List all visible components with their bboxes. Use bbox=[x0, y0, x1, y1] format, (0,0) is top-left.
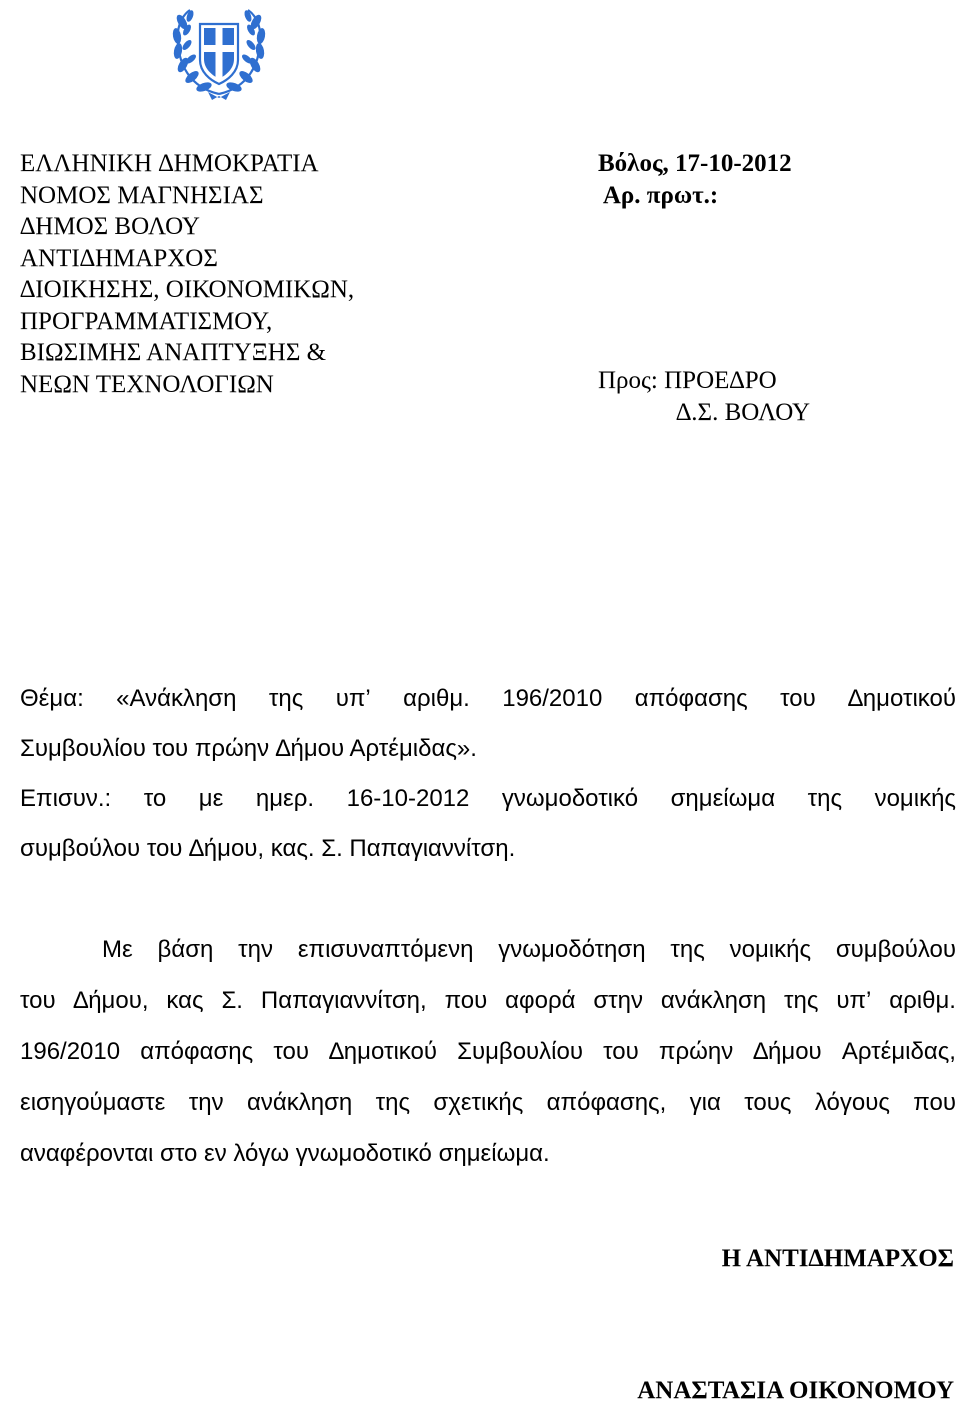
word: 196/2010 bbox=[20, 1038, 121, 1065]
body-line bbox=[20, 1077, 956, 1128]
greek-coat-of-arms-icon bbox=[164, 2, 274, 102]
document-date: Βόλος, 17-10-2012 bbox=[598, 150, 792, 177]
body-line: αναφέρονται στο εν λόγω γνωμοδοτικό σημείωμα. bbox=[20, 1140, 550, 1167]
protocol-number: Αρ. πρωτ.: bbox=[598, 181, 719, 209]
sender-block bbox=[20, 148, 354, 400]
word: ανάκληση bbox=[246, 1089, 353, 1116]
sender-line: ΠΡΟΓΡΑΜΜΑΤΙΣΜΟΥ, bbox=[20, 307, 273, 335]
word: ∆ημοτικού bbox=[848, 685, 956, 712]
sender-line: ΑΝΤΙ∆ΗΜΑΡΧΟΣ bbox=[20, 244, 218, 272]
word: νομικής bbox=[874, 785, 956, 812]
word: στην bbox=[593, 987, 643, 1014]
word: απόφασης bbox=[140, 1038, 254, 1065]
word: Συμβουλίου bbox=[457, 1038, 583, 1065]
word: βάση bbox=[157, 936, 214, 963]
word: επισυναπτόμενη bbox=[297, 936, 474, 963]
word: κας bbox=[166, 987, 204, 1014]
subject-line bbox=[20, 674, 956, 724]
word: ∆ήμου bbox=[753, 1038, 822, 1065]
word: της bbox=[268, 685, 304, 712]
word: συμβούλου bbox=[835, 936, 956, 963]
word: αριθμ. bbox=[403, 685, 470, 712]
word: εισηγούμαστε bbox=[20, 1089, 166, 1116]
body-line bbox=[20, 975, 956, 1026]
word: υπ’ bbox=[836, 987, 872, 1014]
word: της bbox=[784, 987, 819, 1014]
word: την bbox=[188, 1089, 224, 1116]
word: γνωμοδοτικό bbox=[501, 785, 639, 812]
word: απόφασης bbox=[634, 685, 748, 712]
word: την bbox=[238, 936, 273, 963]
word: που bbox=[444, 987, 488, 1014]
attachment-line bbox=[20, 774, 956, 824]
word: Θέμα: bbox=[20, 685, 84, 712]
word: νομικής bbox=[729, 936, 812, 963]
word: σημείωμα bbox=[670, 785, 776, 812]
word: Σ. bbox=[221, 987, 243, 1014]
attachment-line: συμβούλου του ∆ήμου, κας. Σ. Παπαγιαννίτση. bbox=[20, 835, 516, 862]
word: του bbox=[273, 1038, 309, 1065]
word: αφορά bbox=[505, 987, 576, 1014]
body-line bbox=[20, 924, 956, 975]
recipient-line: Προς: ΠΡΟΕ∆ΡΟ bbox=[598, 367, 777, 394]
word: της bbox=[807, 785, 843, 812]
word: Επισυν.: bbox=[20, 785, 112, 812]
word: του bbox=[780, 685, 816, 712]
word: του bbox=[20, 987, 56, 1014]
word: ανάκληση bbox=[660, 987, 767, 1014]
body-line bbox=[20, 1026, 956, 1077]
word: ημερ. bbox=[255, 785, 315, 812]
word: σχετικής bbox=[433, 1089, 524, 1116]
word: λόγους bbox=[814, 1089, 890, 1116]
word: της bbox=[375, 1089, 411, 1116]
word: του bbox=[603, 1038, 639, 1065]
word: Αρτέμιδας, bbox=[841, 1038, 956, 1065]
word: ∆ήμου, bbox=[73, 987, 149, 1014]
word: 196/2010 bbox=[502, 685, 603, 712]
word: Με bbox=[102, 936, 133, 963]
word: απόφασης, bbox=[546, 1089, 667, 1116]
subject-line: Συμβουλίου του πρώην ∆ήμου Αρτέμιδας». bbox=[20, 735, 477, 762]
word: «Ανάκληση bbox=[116, 685, 237, 712]
sender-line: ∆ΙΟΙΚΗΣΗΣ, ΟΙΚΟΝΟΜΙΚΩΝ, bbox=[20, 276, 355, 303]
body-paragraph bbox=[20, 924, 956, 1179]
word: τους bbox=[744, 1089, 792, 1116]
subject-block bbox=[20, 674, 956, 874]
word: που bbox=[913, 1089, 956, 1116]
sender-line: ΕΛΛΗΝΙΚΗ ∆ΗΜΟΚΡΑΤΙΑ bbox=[20, 150, 319, 177]
word: ∆ημοτικού bbox=[329, 1038, 437, 1065]
word: γνωμοδότηση bbox=[498, 936, 646, 963]
recipient-block bbox=[598, 365, 810, 428]
word: υπ’ bbox=[335, 685, 371, 712]
recipient-line: ∆.Σ. ΒΟΛΟΥ bbox=[676, 398, 811, 426]
signature-name: ΑΝΑΣΤΑΣΙΑ ΟΙΚΟΝΟΜΟΥ bbox=[637, 1377, 954, 1404]
word: 16-10-2012 bbox=[346, 785, 470, 812]
word: το bbox=[143, 785, 167, 812]
word: για bbox=[689, 1089, 721, 1116]
meta-block bbox=[598, 148, 792, 211]
word: Παπαγιαννίτση, bbox=[260, 987, 427, 1014]
word: της bbox=[670, 936, 705, 963]
sender-line: ∆ΗΜΟΣ ΒΟΛΟΥ bbox=[20, 213, 200, 240]
sender-line: ΝΟΜΟΣ ΜΑΓΝΗΣΙΑΣ bbox=[20, 181, 264, 209]
word: πρώην bbox=[658, 1038, 734, 1065]
word: αριθμ. bbox=[889, 987, 956, 1014]
word: με bbox=[198, 785, 224, 812]
signature-title: Η ΑΝΤΙ∆ΗΜΑΡΧΟΣ bbox=[721, 1245, 954, 1272]
sender-line: ΝΕΩΝ ΤΕΧΝΟΛΟΓΙΩΝ bbox=[20, 370, 274, 398]
sender-line: ΒΙΩΣΙΜΗΣ ΑΝΑΠΤΥΞΗΣ & bbox=[20, 339, 327, 366]
